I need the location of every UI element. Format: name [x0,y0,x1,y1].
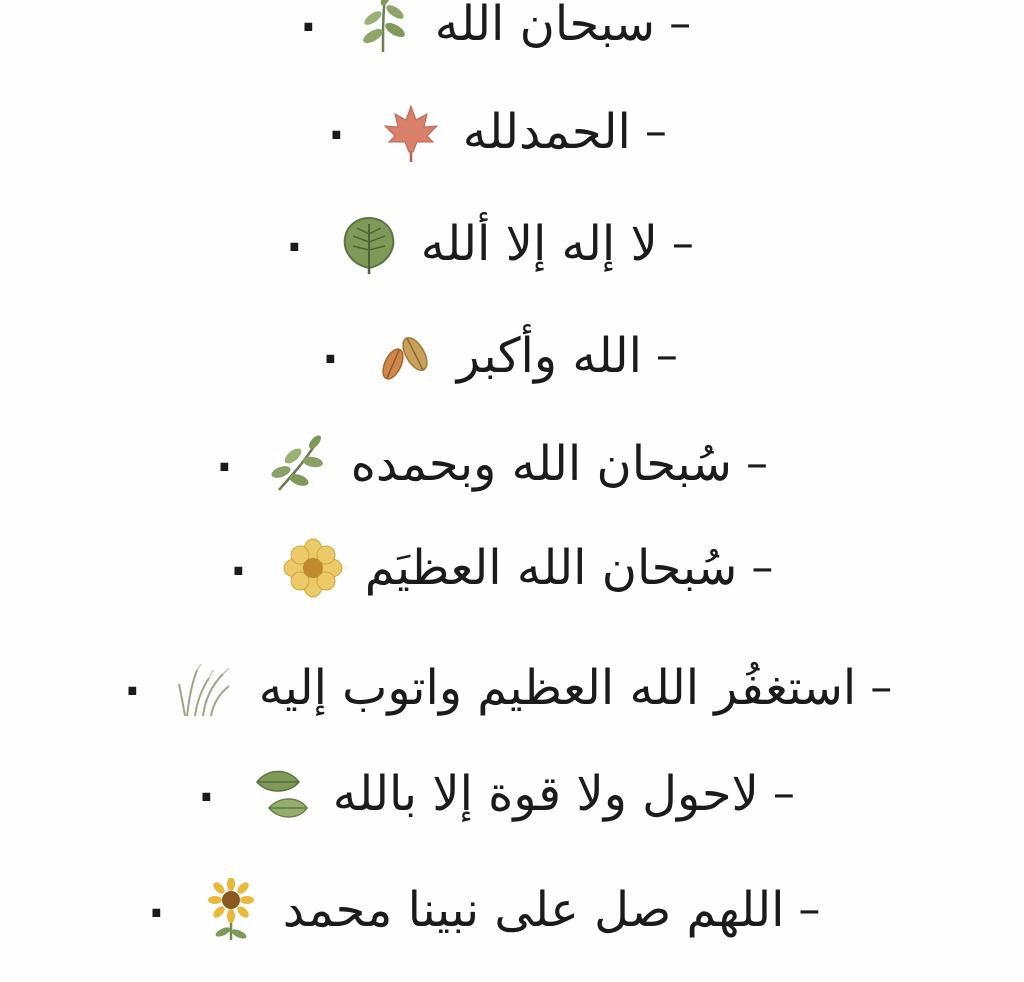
row-period: . [148,877,165,928]
row-period: . [198,761,215,812]
row-dash: – [798,884,821,935]
row-period: . [230,535,247,586]
dhikr-text: اللهم صل على نبينا محمد [282,882,785,938]
row-period: . [300,0,317,42]
dhikr-text: سُبحان الله العظيَم [364,540,738,596]
dhikr-text: لاحول ولا قوة إلا بالله [332,766,759,822]
two-leaves-icon [249,762,313,826]
row-period: . [216,431,233,482]
dhikr-text: استغفُر الله العظيم واتوب إليه [258,660,857,716]
row-dash: – [669,0,692,49]
grass-icon [175,656,239,720]
dhikr-row-subhanallah-alazim [230,528,773,608]
maple-leaf-icon [379,100,443,164]
dhikr-text: سبحان الله [434,0,656,52]
row-period: . [322,323,339,374]
dhikr-row-tahlil [286,204,694,284]
green-leaf-icon [337,212,401,276]
dhikr-text: الله وأكبر [456,328,642,384]
row-period: . [124,655,141,706]
row-dash: – [644,106,667,157]
dhikr-row-salawat [148,870,820,950]
dhikr-row-subhanallah-wabihamdihi [216,424,768,504]
leaf-sprig-icon [351,0,415,56]
dhikr-row-alhamdulillah [328,92,667,172]
row-period: . [328,99,345,150]
autumn-leaves-icon [373,324,437,388]
dhikr-text: الحمدلله [462,104,631,160]
row-dash: – [655,330,678,381]
row-dash: – [870,662,893,713]
row-period: . [286,211,303,262]
dhikr-row-takbir [322,316,678,396]
row-dash: – [751,542,774,593]
row-dash: – [746,438,768,489]
row-dash: – [671,218,694,269]
dhikr-text: لا إله إلا ألله [420,216,658,272]
yellow-flower-icon [281,536,345,600]
dhikr-row-hawqala [198,754,795,834]
row-dash: – [772,768,795,819]
sunflower-icon [199,878,263,942]
dhikr-row-subhanallah [300,0,691,64]
leafy-branch-icon [267,432,331,496]
dhikr-text: سُبحان الله وبحمده [350,436,732,492]
dhikr-row-istighfar [124,648,892,728]
